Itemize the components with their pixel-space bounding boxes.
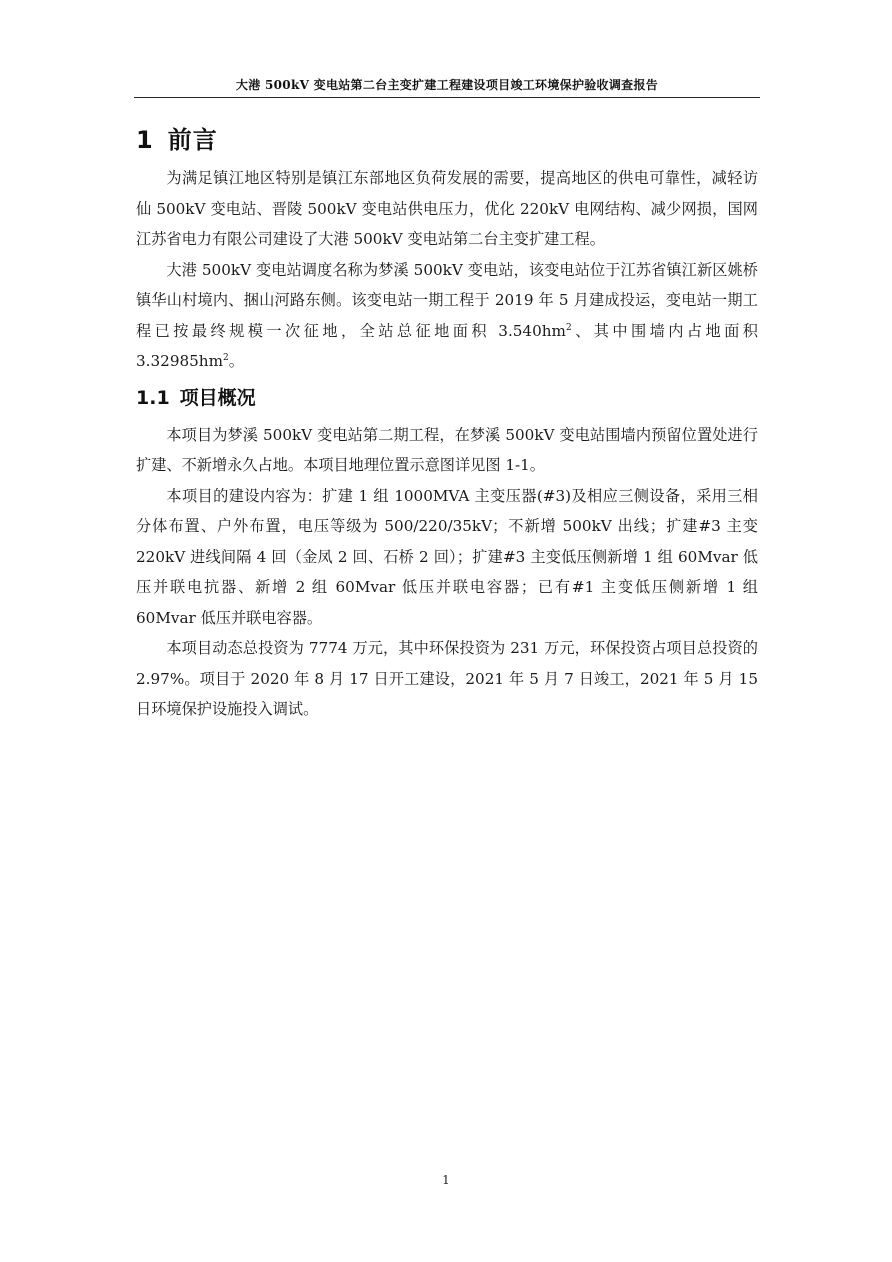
intro-paragraph-2-part3: 。 — [228, 352, 244, 370]
page-number: 1 — [442, 1173, 450, 1187]
intro-paragraph-2 — [136, 255, 758, 377]
area-unit-superscript: 2 — [565, 322, 572, 333]
section-paragraph-2: 本项目的建设内容为：扩建 1 组 1000MVA 主变压器(#3)及相应三侧设备，采用三相分体布置、户外布置，电压等级为 500/220/35kV；不新增 500kV 出线；扩建#3 主变 220kV 进线间隔 4 回（金凤 2 回、石桥 2 回）；扩建#3 主变低压侧新增 1 组 60Mvar 低压并联电抗器、新增 2 组 60Mvar 低压并联电容器；已有#1 主变低压侧新增 1 组 60Mvar 低压并联电容器。 — [136, 486, 758, 627]
intro-paragraph-2-part1: 大港 500kV 变电站调度名称为梦溪 500kV 变电站，该变电站位于江苏省镇江新区姚桥镇华山村境内、捆山河路东侧。该变电站一期工程于 2019 年 5 月建成投运，变电站一期工程已按最终规模一次征地，全站总征地面积 3.540hm — [136, 260, 758, 340]
chapter-title: 前言 — [167, 126, 218, 154]
section-title: 项目概况 — [179, 386, 256, 409]
page-content — [136, 122, 758, 725]
section-paragraph-3: 本项目动态总投资为 7774 万元，其中环保投资为 231 万元，环保投资占项目总投资的 2.97%。项目于 2020 年 8 月 17 日开工建设，2021 年 5 月 7 日竣工，2021 年 5 月 15 日环境保护设施投入调试。 — [136, 639, 758, 718]
section-number: 1.1 — [136, 386, 170, 409]
running-header: 大港 500kV 变电站第二台主变扩建工程建设项目竣工环境保护验收调查报告 — [235, 78, 659, 92]
chapter-heading — [136, 122, 758, 158]
area-unit-superscript: 2 — [223, 353, 229, 363]
section-heading — [136, 380, 758, 416]
section-paragraph-1: 本项目为梦溪 500kV 变电站第二期工程，在梦溪 500kV 变电站围墙内预留位置处进行扩建、不新增永久占地。本项目地理位置示意图详见图 1-1。 — [136, 425, 758, 474]
intro-paragraph-1: 为满足镇江地区特别是镇江东部地区负荷发展的需要，提高地区的供电可靠性，减轻访仙 500kV 变电站、晋陵 500kV 变电站供电压力，优化 220kV 电网结构、减少网损，国网江苏省电力有限公司建设了大港 500kV 变电站第二台主变扩建工程。 — [136, 169, 758, 248]
chapter-number: 1 — [136, 126, 154, 154]
header-rule — [134, 97, 760, 98]
intro-paragraph-2-part2: 、其中围墙内占地面积 3.32985hm — [136, 321, 758, 370]
